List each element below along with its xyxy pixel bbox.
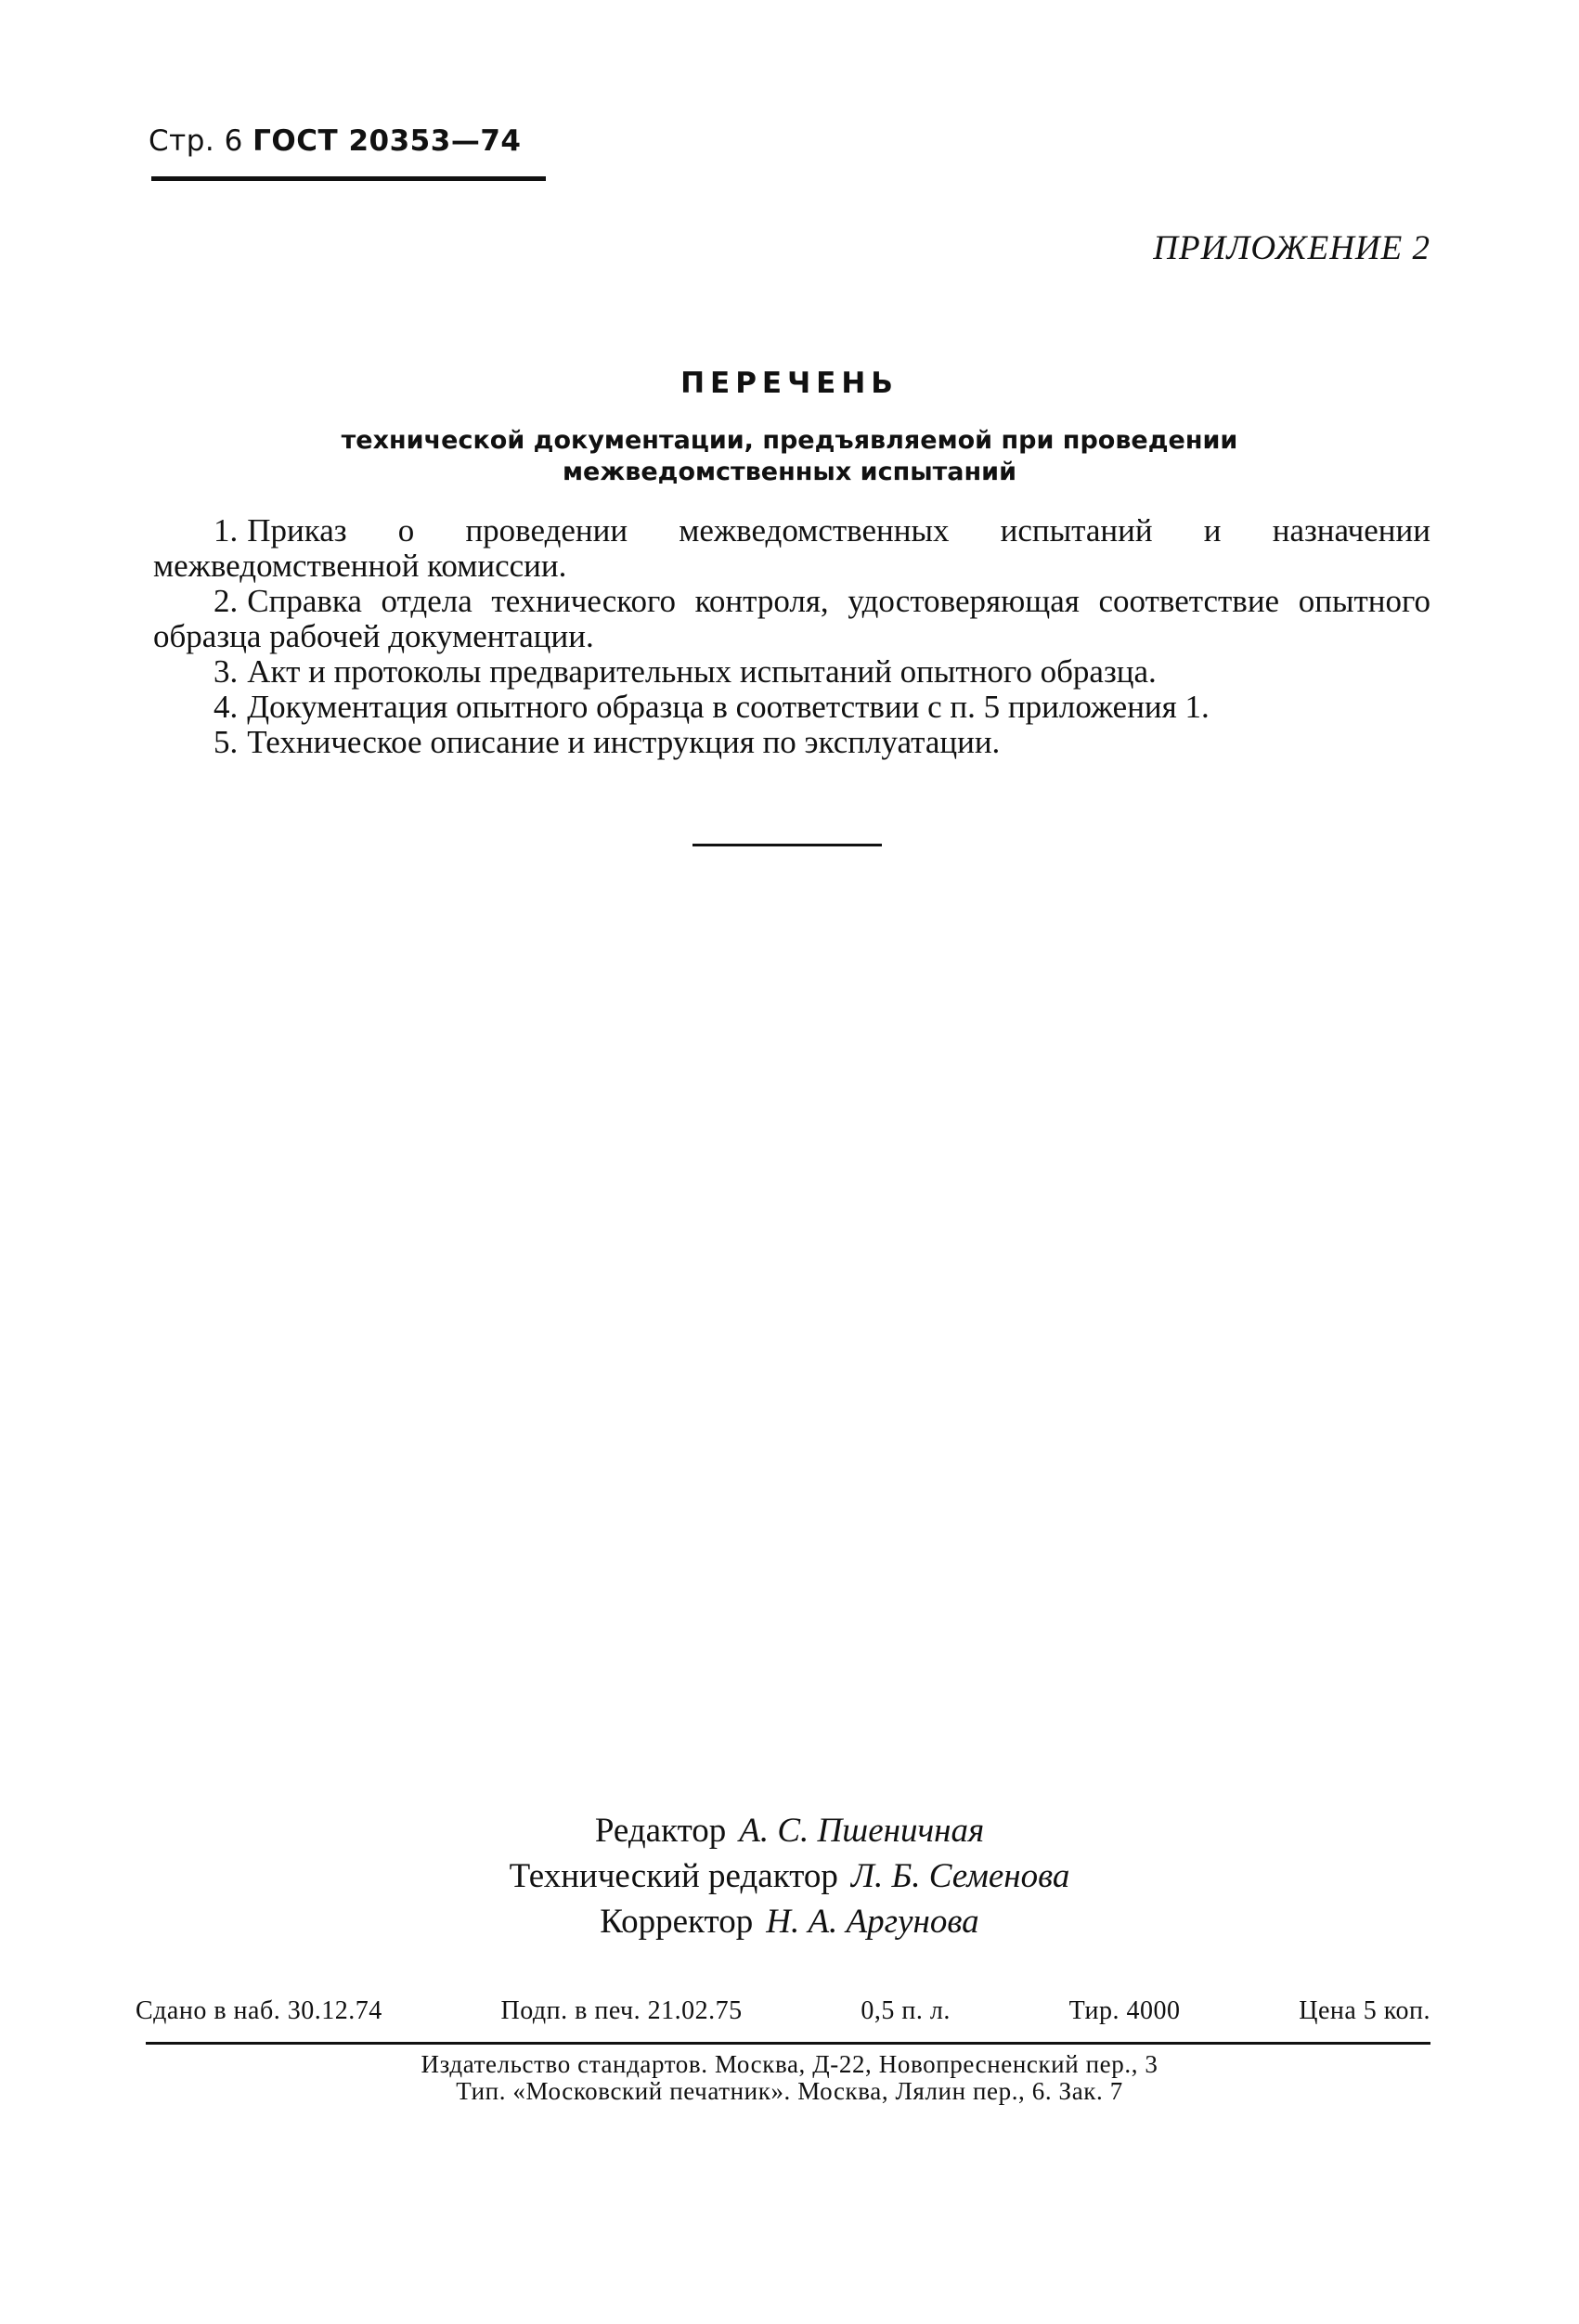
imprint-signed: Подп. в печ. 21.02.75 bbox=[500, 1996, 743, 2025]
imprint-line bbox=[136, 1996, 1430, 2026]
credit-role: Корректор bbox=[600, 1903, 754, 1941]
list-item-number: 3. bbox=[214, 653, 239, 690]
publisher-line-1: Издательство стандартов. Москва, Д-22, Новопресненский пер., 3 bbox=[421, 2050, 1158, 2078]
credit-person: Л. Б. Семенова bbox=[850, 1857, 1070, 1895]
list-item-text: Справка отдела технического контроля, удостоверяющая соответствие опытного образца рабочей документации. bbox=[153, 583, 1430, 654]
list-item-number: 5. bbox=[214, 724, 239, 760]
list-item-number: 1. bbox=[214, 512, 239, 549]
list-item bbox=[153, 725, 1430, 760]
credit-person: А. С. Пшеничная bbox=[739, 1812, 985, 1850]
credit-person: Н. А. Аргунова bbox=[766, 1903, 979, 1941]
page-header bbox=[149, 124, 521, 158]
imprint-rule bbox=[146, 2042, 1430, 2045]
list-item bbox=[153, 584, 1430, 654]
list-item bbox=[153, 654, 1430, 690]
credits-block bbox=[0, 1808, 1579, 1944]
credit-editor bbox=[0, 1808, 1579, 1853]
list-item-text: Акт и протоколы предварительных испытаний опытного образца. bbox=[247, 653, 1157, 690]
list-item-text: Техническое описание и инструкция по эксплуатации. bbox=[247, 724, 1001, 760]
list-item bbox=[153, 513, 1430, 584]
list-item-text: Документация опытного образца в соответствии с п. 5 приложения 1. bbox=[247, 689, 1210, 725]
subtitle-line-2: межведомственных испытаний bbox=[562, 458, 1017, 486]
list-item bbox=[153, 690, 1430, 725]
credit-role: Технический редактор bbox=[509, 1857, 838, 1895]
credit-corrector bbox=[0, 1899, 1579, 1944]
publisher-info bbox=[0, 2051, 1579, 2105]
document-subtitle bbox=[278, 425, 1301, 488]
publisher-line-2: Тип. «Московский печатник». Москва, Лялин пер., 6. Зак. 7 bbox=[456, 2077, 1123, 2105]
section-divider bbox=[692, 844, 882, 846]
document-title: ПЕРЕЧЕНЬ bbox=[680, 367, 899, 400]
imprint-sent: Сдано в наб. 30.12.74 bbox=[136, 1996, 382, 2025]
imprint-sheets: 0,5 п. л. bbox=[861, 1996, 951, 2025]
page-number: Стр. 6 bbox=[149, 124, 243, 158]
list-item-number: 4. bbox=[214, 689, 239, 725]
imprint-print-run: Тир. 4000 bbox=[1068, 1996, 1181, 2025]
standard-number: ГОСТ 20353—74 bbox=[252, 124, 522, 158]
subtitle-line-1: технической документации, предъявляемой при проведении bbox=[341, 426, 1238, 455]
appendix-label: ПРИЛОЖЕНИЕ 2 bbox=[1153, 229, 1430, 267]
list-item-number: 2. bbox=[214, 583, 239, 619]
credit-tech-editor bbox=[0, 1853, 1579, 1899]
imprint-price: Цена 5 коп. bbox=[1299, 1996, 1430, 2025]
header-rule bbox=[151, 176, 546, 181]
document-list bbox=[153, 513, 1430, 760]
credit-role: Редактор bbox=[594, 1812, 727, 1850]
list-item-text: Приказ о проведении межведомственных испытаний и назначении межведомственной комиссии. bbox=[153, 512, 1430, 584]
